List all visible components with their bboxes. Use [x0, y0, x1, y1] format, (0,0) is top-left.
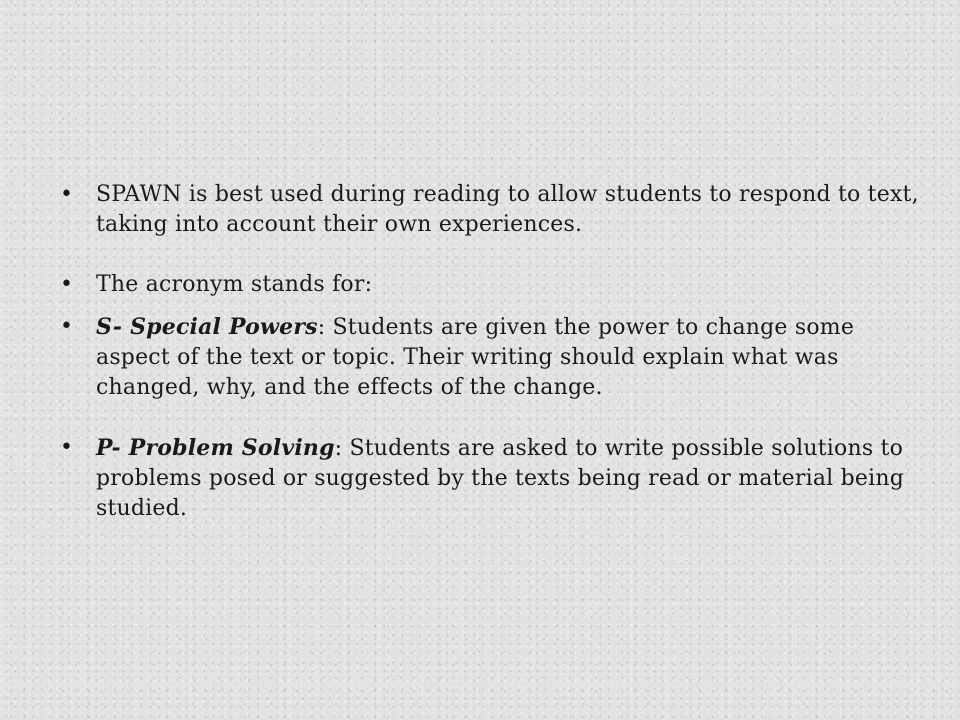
bullet-separator: : [317, 315, 326, 340]
bullet-item-problem-solving [60, 433, 920, 524]
bullet-text: Students are given the power to change some aspect of the text or topic. Their writing should explain what was changed, why, and the effects of the change. [96, 315, 855, 400]
bullet-text: The acronym stands for: [96, 272, 373, 297]
bullet-icon: • [60, 314, 74, 339]
bullet-text: SPAWN is best used during reading to allow students to respond to text, taking into account their own experiences. [96, 182, 919, 237]
bullet-separator: : [334, 436, 343, 461]
bullet-icon: • [60, 272, 74, 297]
bullet-text: Students are asked to write possible solutions to problems posed or suggested by the texts being read or material being studied. [96, 436, 904, 521]
bullet-icon: • [60, 435, 74, 460]
bullet-item-special-powers [60, 312, 920, 403]
bullet-list [60, 180, 920, 524]
bullet-term: S- Special Powers [96, 314, 318, 340]
bullet-item-spawn-intro [60, 180, 920, 240]
bullet-term: P- Problem Solving [96, 435, 335, 461]
bullet-item-acronym-intro [60, 270, 920, 300]
bullet-icon: • [60, 182, 74, 207]
